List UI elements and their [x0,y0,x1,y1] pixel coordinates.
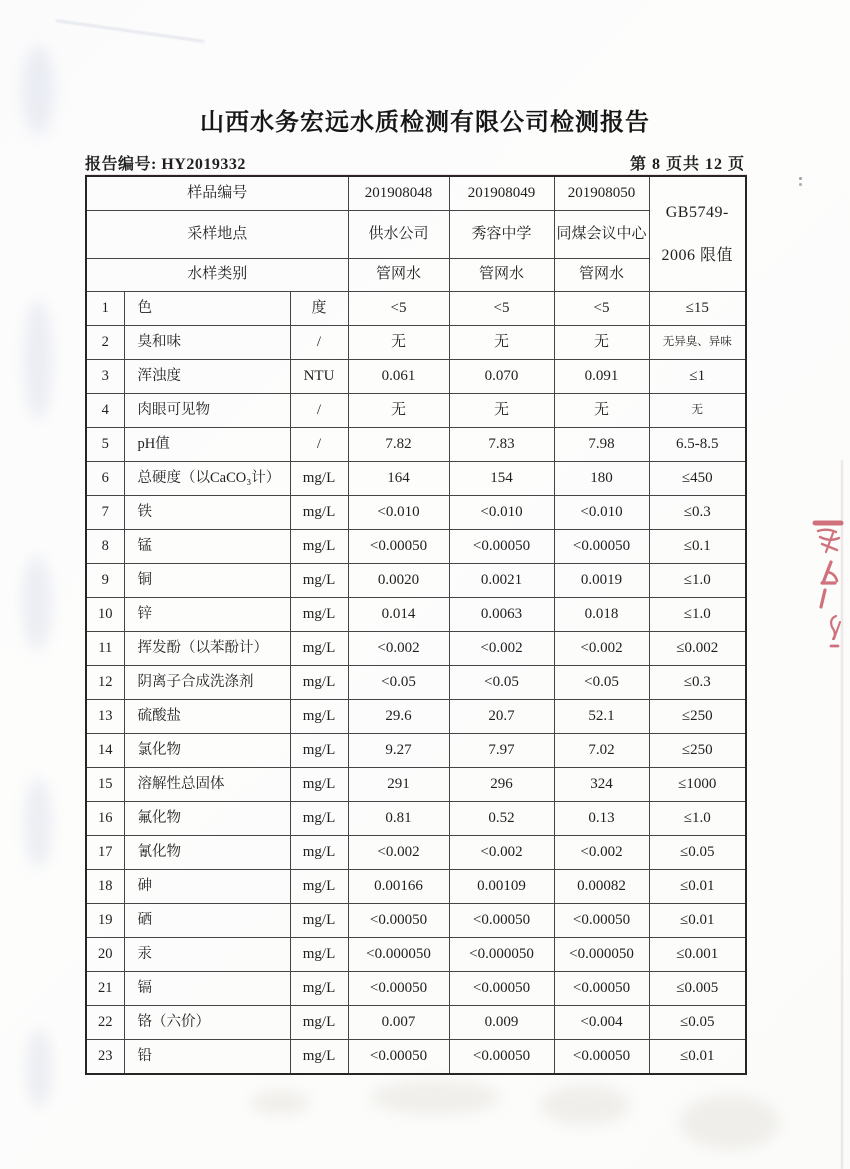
cell-name: 氯化物 [124,734,290,768]
cell-unit: mg/L [290,666,348,700]
water-type-row-label: 水样类别 [86,259,348,292]
cell-no: 20 [86,938,124,972]
table-row [86,394,746,428]
report-number-value: HY2019332 [161,156,246,173]
cell-limit: ≤1.0 [649,564,746,598]
cell-unit: mg/L [290,496,348,530]
cell-v2: 0.070 [449,360,554,394]
cell-v3: 324 [554,768,649,802]
cell-v3: <0.00050 [554,972,649,1006]
scan-smudge [22,555,52,650]
table-row [86,360,746,394]
cell-name: 氰化物 [124,836,290,870]
cell-no: 21 [86,972,124,1006]
table-row [86,734,746,768]
cell-v2: <0.00050 [449,1040,554,1075]
cell-v1: 0.014 [348,598,449,632]
location-cell: 供水公司 [348,211,449,259]
report-number-label: 报告编号: [85,156,157,173]
cell-no: 11 [86,632,124,666]
cell-unit: mg/L [290,700,348,734]
location-row-label: 采样地点 [86,211,348,259]
cell-v3: <0.00050 [554,904,649,938]
cell-v3: 7.98 [554,428,649,462]
cell-limit: ≤0.01 [649,904,746,938]
table-row [86,326,746,360]
cell-no: 22 [86,1006,124,1040]
cell-name: pH值 [124,428,290,462]
cell-v2: <0.002 [449,632,554,666]
water-type-cell: 管网水 [449,259,554,292]
cell-limit: ≤0.01 [649,1040,746,1075]
cell-v1: 7.82 [348,428,449,462]
water-type-cell: 管网水 [554,259,649,292]
cell-unit: mg/L [290,870,348,904]
cell-no: 17 [86,836,124,870]
cell-name: 臭和味 [124,326,290,360]
cell-v1: <5 [348,292,449,326]
cell-no: 2 [86,326,124,360]
scan-speck [799,177,802,180]
header-row-location [86,211,746,259]
cell-v3: <0.000050 [554,938,649,972]
cell-name: 铅 [124,1040,290,1075]
cell-v3: 0.00082 [554,870,649,904]
cell-unit: mg/L [290,904,348,938]
cell-unit: / [290,428,348,462]
cell-no: 7 [86,496,124,530]
cell-unit: mg/L [290,462,348,496]
cell-no: 6 [86,462,124,496]
scan-smudge [24,778,52,868]
cell-no: 15 [86,768,124,802]
cell-unit: 度 [290,292,348,326]
table-row [86,802,746,836]
table-row [86,496,746,530]
cell-name: 铁 [124,496,290,530]
cell-limit: ≤1.0 [649,598,746,632]
cell-no: 9 [86,564,124,598]
cell-limit: ≤0.001 [649,938,746,972]
cell-v1: 无 [348,394,449,428]
cell-unit: / [290,394,348,428]
cell-v1: 0.0020 [348,564,449,598]
cell-v2: <0.00050 [449,530,554,564]
cell-name: 锌 [124,598,290,632]
cell-no: 14 [86,734,124,768]
cell-v2: 154 [449,462,554,496]
scan-edge-line [841,460,843,1169]
table-row [86,564,746,598]
cell-unit: mg/L [290,632,348,666]
cell-unit: mg/L [290,1006,348,1040]
limit-column-header [649,176,746,292]
cell-unit: mg/L [290,734,348,768]
scan-smudge [680,1095,780,1150]
cell-v1: <0.010 [348,496,449,530]
cell-name: 总硬度（以CaCO₃计） [124,462,290,496]
cell-name: 镉 [124,972,290,1006]
cell-unit: NTU [290,360,348,394]
cell-v2: 0.0021 [449,564,554,598]
cell-limit: 无 [649,394,746,428]
cell-name: 铬（六价） [124,1006,290,1040]
table-row [86,598,746,632]
cell-v1: 0.81 [348,802,449,836]
cell-no: 1 [86,292,124,326]
water-type-cell: 管网水 [348,259,449,292]
report-title: 山西水务宏远水质检测有限公司检测报告 [200,109,650,136]
cell-limit: ≤0.01 [649,870,746,904]
table-row [86,1006,746,1040]
cell-v1: <0.00050 [348,972,449,1006]
cell-v1: 0.061 [348,360,449,394]
cell-no: 10 [86,598,124,632]
cell-v1: 164 [348,462,449,496]
cell-no: 23 [86,1040,124,1075]
cell-unit: / [290,326,348,360]
cell-no: 16 [86,802,124,836]
results-body [86,292,746,1075]
cell-unit: mg/L [290,938,348,972]
cell-no: 8 [86,530,124,564]
scan-smudge [26,1028,52,1108]
cell-limit: ≤0.1 [649,530,746,564]
cell-name: 肉眼可见物 [124,394,290,428]
cell-v3: 0.13 [554,802,649,836]
cell-name: 硒 [124,904,290,938]
cell-no: 5 [86,428,124,462]
cell-v2: 0.52 [449,802,554,836]
cell-limit: ≤0.3 [649,666,746,700]
meta-row [85,150,745,174]
cell-v3: 0.0019 [554,564,649,598]
scan-smudge [540,1085,630,1125]
cell-limit: ≤250 [649,734,746,768]
cell-v1: <0.05 [348,666,449,700]
cell-v3: <0.002 [554,632,649,666]
cell-v3: 0.091 [554,360,649,394]
cell-v2: <0.010 [449,496,554,530]
cell-v2: <0.002 [449,836,554,870]
sample-id: 201908048 [348,176,449,211]
cell-v1: <0.000050 [348,938,449,972]
cell-v2: 296 [449,768,554,802]
cell-v1: 0.007 [348,1006,449,1040]
cell-name: 锰 [124,530,290,564]
cell-name: 挥发酚（以苯酚计） [124,632,290,666]
cell-unit: mg/L [290,564,348,598]
table-row [86,904,746,938]
table-row [86,1040,746,1075]
table-row [86,836,746,870]
report-number [85,151,246,174]
cell-no: 18 [86,870,124,904]
cell-v1: 无 [348,326,449,360]
cell-unit: mg/L [290,598,348,632]
limit-header-line2: 2006 限值 [661,246,734,264]
cell-v3: 52.1 [554,700,649,734]
cell-v3: <0.010 [554,496,649,530]
table-row [86,700,746,734]
cell-limit: ≤15 [649,292,746,326]
cell-v2: <5 [449,292,554,326]
table-row [86,870,746,904]
header-row-sample-id [86,176,746,211]
cell-v1: <0.00050 [348,530,449,564]
cell-limit: ≤0.3 [649,496,746,530]
cell-limit: ≤250 [649,700,746,734]
cell-v3: <0.00050 [554,530,649,564]
table-row [86,530,746,564]
cell-name: 氟化物 [124,802,290,836]
cell-v3: 0.018 [554,598,649,632]
cell-v2: 20.7 [449,700,554,734]
table-row [86,938,746,972]
table-row [86,768,746,802]
cell-name: 汞 [124,938,290,972]
cell-limit: ≤1 [649,360,746,394]
cell-limit: ≤450 [649,462,746,496]
cell-v3: <5 [554,292,649,326]
sample-id-row-label: 样品编号 [86,176,348,211]
cell-v2: <0.05 [449,666,554,700]
cell-v2: <0.000050 [449,938,554,972]
cell-limit: 6.5-8.5 [649,428,746,462]
cell-v1: 29.6 [348,700,449,734]
cell-name: 浑浊度 [124,360,290,394]
cell-v3: 无 [554,394,649,428]
cell-unit: mg/L [290,768,348,802]
results-table [85,175,747,1075]
cell-unit: mg/L [290,836,348,870]
cell-v2: 无 [449,326,554,360]
cell-name: 色 [124,292,290,326]
cell-no: 3 [86,360,124,394]
cell-v1: <0.002 [348,632,449,666]
table-row [86,666,746,700]
cell-v3: <0.05 [554,666,649,700]
cell-v2: 0.0063 [449,598,554,632]
page-indicator: 第 8 页共 12 页 [629,156,745,173]
cell-v1: <0.00050 [348,904,449,938]
cell-v3: 180 [554,462,649,496]
cell-name: 硫酸盐 [124,700,290,734]
scan-smudge [250,1090,310,1115]
location-cell: 秀容中学 [449,211,554,259]
header-row-water-type [86,259,746,292]
cell-no: 13 [86,700,124,734]
cell-v3: 7.02 [554,734,649,768]
cell-v3: <0.002 [554,836,649,870]
limit-header-line1: GB5749- [665,203,729,221]
cell-unit: mg/L [290,1040,348,1075]
cell-v1: 0.00166 [348,870,449,904]
cell-limit: ≤0.002 [649,632,746,666]
table-row [86,292,746,326]
cell-name: 阴离子合成洗涤剂 [124,666,290,700]
scan-scratch [56,20,205,43]
cell-v2: 7.83 [449,428,554,462]
table-row [86,972,746,1006]
cell-v2: 0.009 [449,1006,554,1040]
table-row [86,462,746,496]
cell-unit: mg/L [290,972,348,1006]
scan-smudge [370,1080,500,1115]
cell-v1: <0.002 [348,836,449,870]
cell-name: 铜 [124,564,290,598]
cell-v2: 7.97 [449,734,554,768]
cell-v2: 无 [449,394,554,428]
location-cell: 同煤会议中心 [554,211,649,259]
cell-limit: ≤0.05 [649,836,746,870]
sample-id: 201908049 [449,176,554,211]
cell-name: 砷 [124,870,290,904]
cell-limit: 无异臭、异味 [649,326,746,360]
cell-limit: ≤0.005 [649,972,746,1006]
sample-id: 201908050 [554,176,649,211]
cell-v1: <0.00050 [348,1040,449,1075]
cell-limit: ≤1000 [649,768,746,802]
cell-no: 12 [86,666,124,700]
cell-v3: 无 [554,326,649,360]
cell-limit: ≤0.05 [649,1006,746,1040]
scan-smudge [24,300,52,420]
cell-v1: 291 [348,768,449,802]
cell-unit: mg/L [290,802,348,836]
cell-v2: <0.00050 [449,904,554,938]
cell-limit: ≤1.0 [649,802,746,836]
table-row [86,632,746,666]
cell-v1: 9.27 [348,734,449,768]
cell-name: 溶解性总固体 [124,768,290,802]
cell-v3: <0.004 [554,1006,649,1040]
table-row [86,428,746,462]
cell-no: 4 [86,394,124,428]
cell-unit: mg/L [290,530,348,564]
cell-no: 19 [86,904,124,938]
cell-v3: <0.00050 [554,1040,649,1075]
cell-v2: 0.00109 [449,870,554,904]
cell-v2: <0.00050 [449,972,554,1006]
